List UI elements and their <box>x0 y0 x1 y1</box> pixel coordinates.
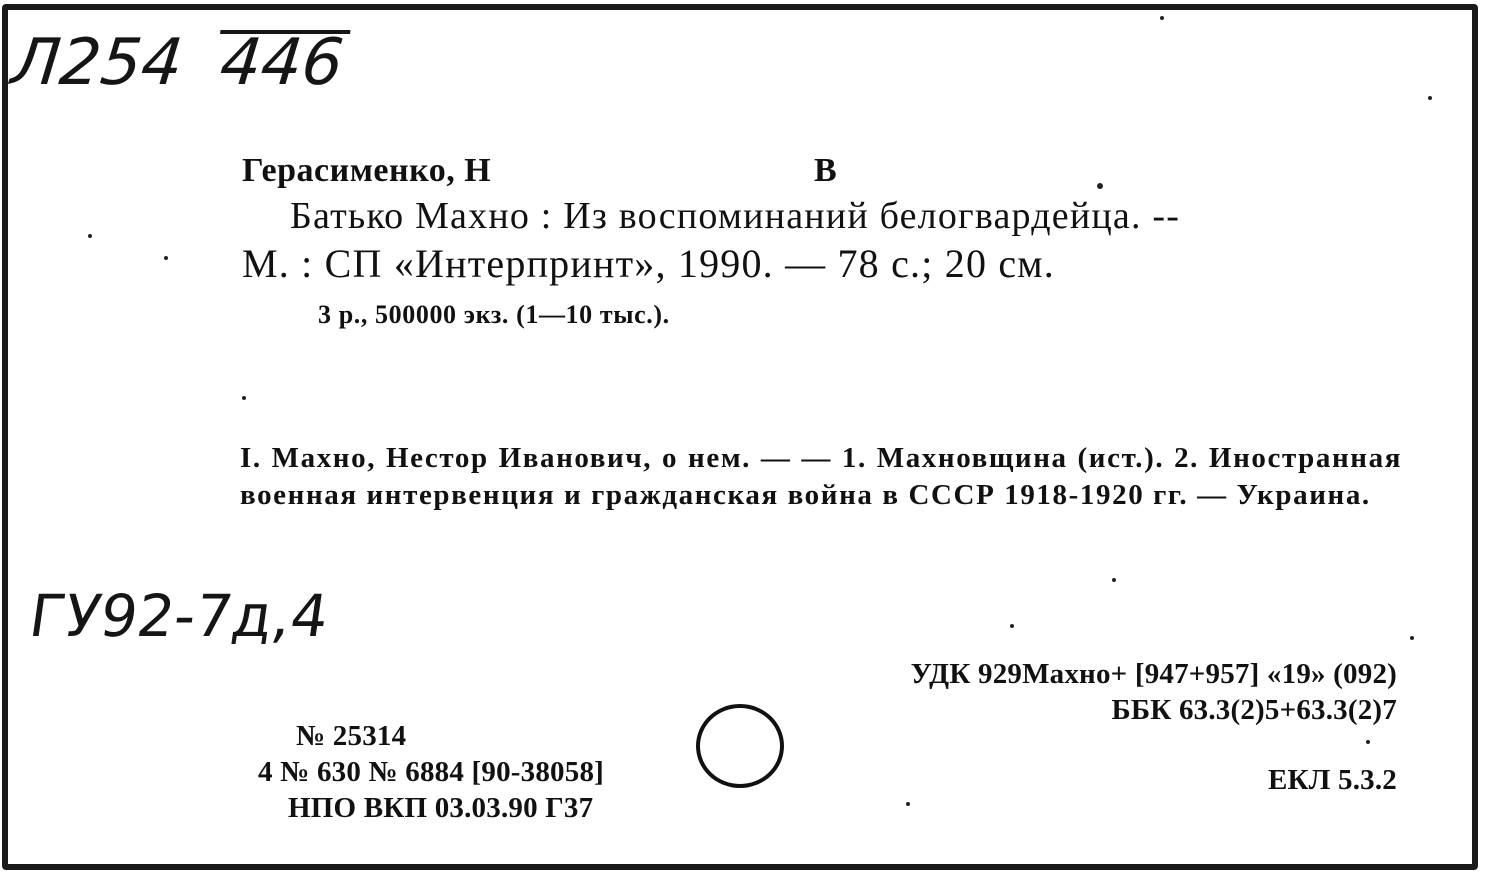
scan-speck <box>1410 636 1414 640</box>
separator-dot <box>1097 183 1103 189</box>
price-line: 3 р., 500000 экз. (1—10 тыс.). <box>318 300 670 329</box>
scan-speck <box>1428 96 1432 100</box>
scan-speck <box>1112 578 1116 582</box>
scan-speck <box>88 234 92 238</box>
handwritten-shelf-note: ГУ92-7д,4 <box>25 582 333 650</box>
scan-speck <box>242 396 246 400</box>
print-number: № 25314 <box>296 720 407 752</box>
scan-speck <box>164 256 168 260</box>
author-initial: В <box>814 152 838 189</box>
scan-speck <box>1010 624 1014 628</box>
call-number-handwritten <box>8 28 350 98</box>
imprint-line: М. : СП «Интерпринт», 1990. — 78 с.; 20 см. <box>242 241 1056 286</box>
scan-speck <box>1160 16 1164 20</box>
stamp-circle <box>696 704 784 788</box>
ekl-code: ЕКЛ 5.3.2 <box>1267 764 1397 796</box>
call-number-part1: Л254 <box>8 26 187 100</box>
book-title-line: Батько Махно : Из воспоминаний белогвардейца. -- <box>290 195 1181 237</box>
bbk-code: ББК 63.3(2)5+63.3(2)7 <box>1111 694 1397 726</box>
subject-headings: I. Махно, Нестор Иванович, о нем. — — 1. Махновщина (ист.). 2. Иностранная военная интервенция и гражданская война в СССР 1918-1920 гг. — Украина. <box>240 442 1402 511</box>
call-number-part2: 446 <box>214 30 351 92</box>
print-order: 4 № 630 № 6884 [90-38058] <box>258 756 605 788</box>
udk-code: УДК 929Махно+ [947+957] «19» (092) <box>910 658 1397 690</box>
scan-speck <box>1366 740 1370 744</box>
author-surname: Герасименко, Н <box>242 152 492 189</box>
scan-speck <box>906 802 910 806</box>
publisher-code: НПО ВКП 03.03.90 Г37 <box>288 792 594 824</box>
